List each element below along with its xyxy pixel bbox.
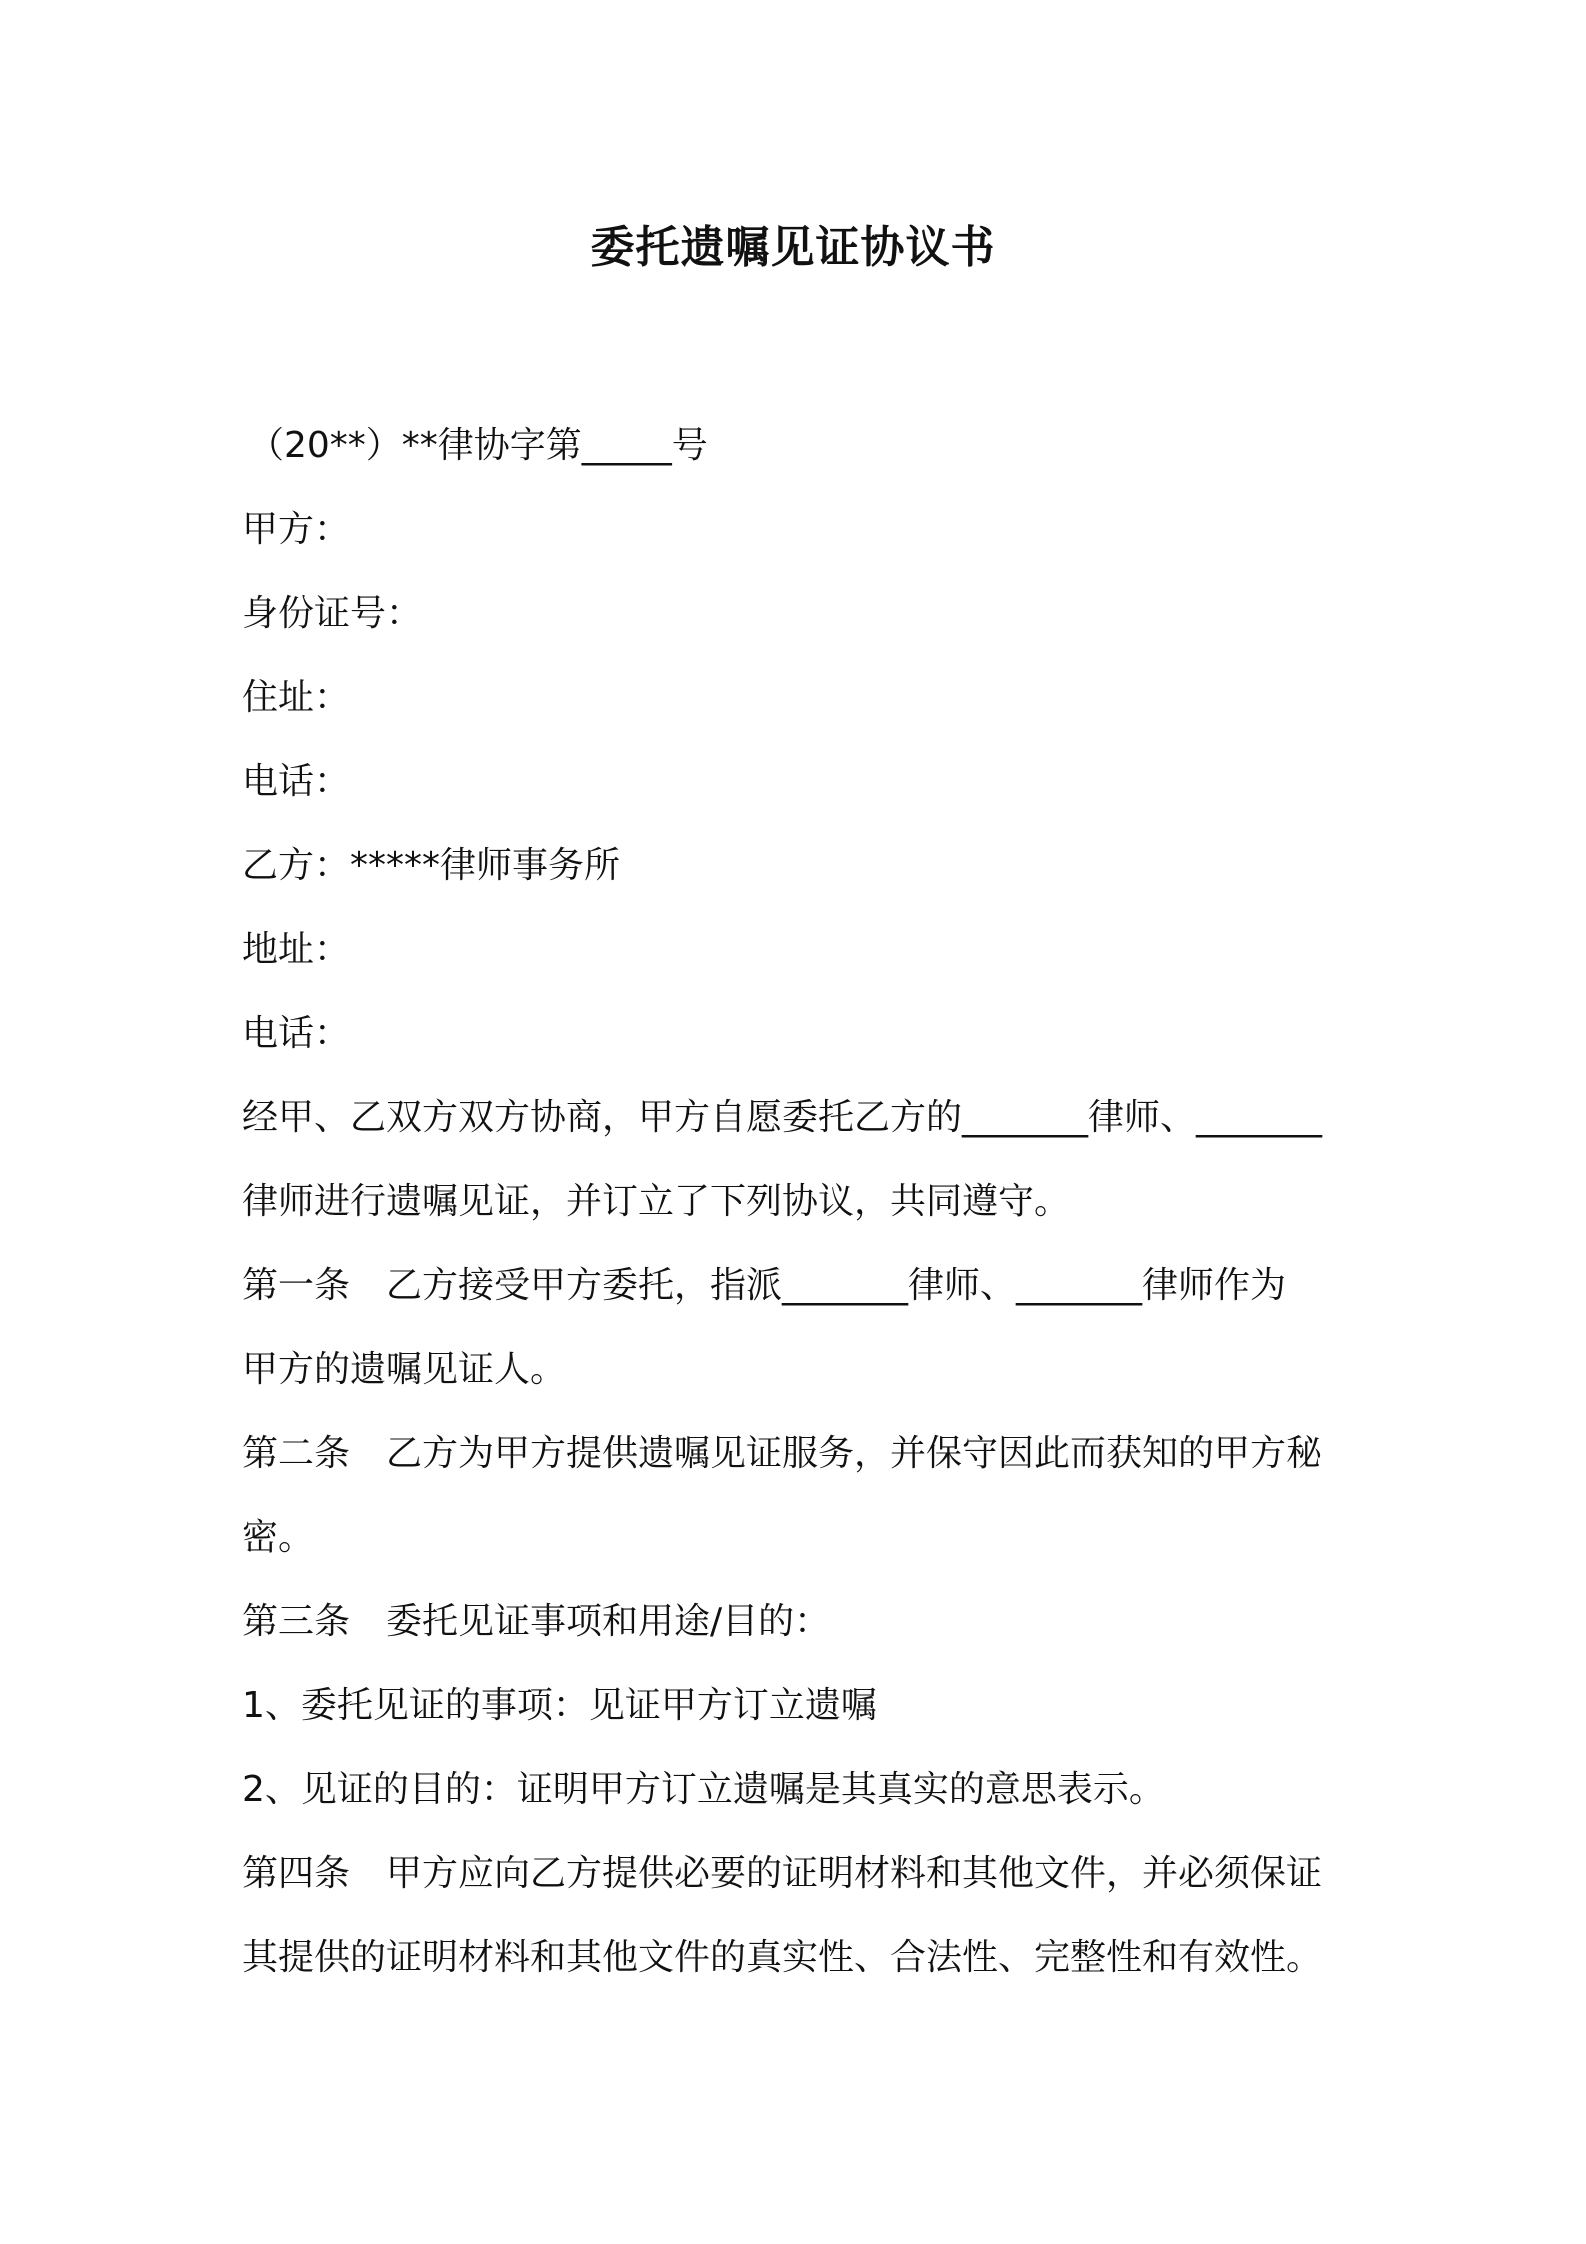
article-2-line-2: 密。 [242, 1517, 315, 1558]
article-4-line-2: 其提供的证明材料和其他文件的真实性、合法性、完整性和有效性。 [242, 1937, 1323, 1978]
residence-label: 住址： [242, 677, 351, 718]
article-3-item-2: 2、见证的目的：证明甲方订立遗嘱是其真实的意思表示。 [242, 1769, 1165, 1810]
document-title: 委托遗嘱见证协议书 [590, 222, 996, 273]
article-3: 第三条 委托见证事项和用途/目的： [242, 1601, 831, 1642]
document-body [242, 404, 1362, 2000]
preamble-line-2: 律师进行遗嘱见证，并订立了下列协议，共同遵守。 [242, 1181, 1071, 1222]
preamble-line-1: 经甲、乙双方双方协商，甲方自愿委托乙方的_______律师、_______ [242, 1097, 1323, 1138]
party-b-label: 乙方：*****律师事务所 [242, 845, 621, 886]
article-1-line-2: 甲方的遗嘱见证人。 [242, 1349, 567, 1390]
document-number: （20**）**律协字第_____号 [248, 425, 708, 466]
id-number-label: 身份证号： [242, 593, 423, 634]
article-3-item-1: 1、委托见证的事项：见证甲方订立遗嘱 [242, 1685, 877, 1726]
address-label: 地址： [242, 929, 351, 970]
article-1-line-1: 第一条 乙方接受甲方委托，指派_______律师、_______律师作为 [242, 1265, 1287, 1306]
party-a-phone-label: 电话： [242, 761, 351, 802]
party-b-phone-label: 电话： [242, 1013, 351, 1054]
article-4-line-1: 第四条 甲方应向乙方提供必要的证明材料和其他文件，并必须保证 [242, 1853, 1323, 1894]
party-a-label: 甲方： [242, 509, 351, 550]
article-2-line-1: 第二条 乙方为甲方提供遗嘱见证服务，并保守因此而获知的甲方秘 [242, 1433, 1323, 1474]
